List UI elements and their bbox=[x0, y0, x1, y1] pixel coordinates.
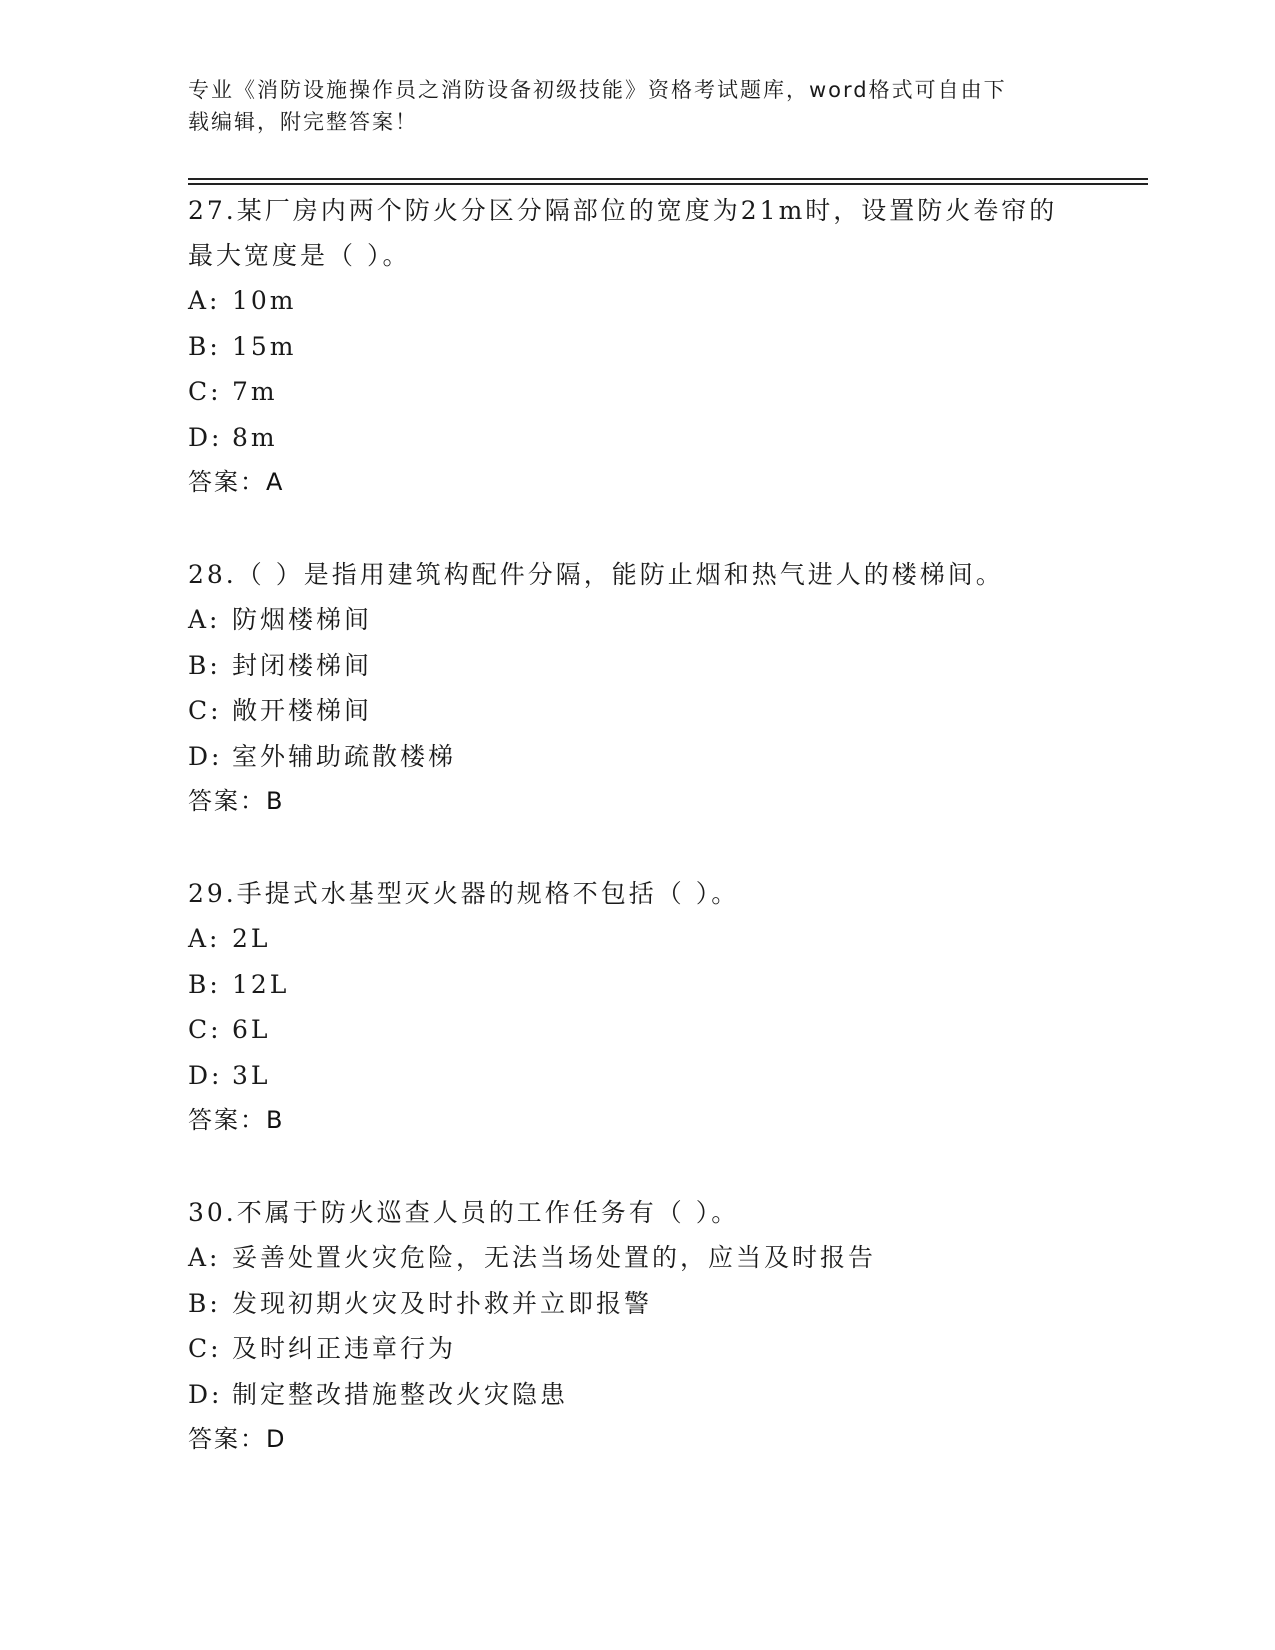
question-stem-line-1: 29.手提式水基型灭火器的规格不包括（ ）。 bbox=[188, 879, 740, 908]
option-b bbox=[188, 324, 1088, 370]
option-text: 2L bbox=[232, 924, 271, 953]
question-stem-line-1: 28.（ ）是指用建筑构配件分隔，能防止烟和热气进人的楼梯间。 bbox=[188, 560, 1004, 589]
option-key: C: bbox=[188, 1334, 222, 1363]
answer: 答案：B bbox=[188, 787, 285, 815]
option-text: 及时纠正违章行为 bbox=[232, 1334, 457, 1363]
option-text: 室外辅助疏散楼梯 bbox=[232, 741, 457, 771]
option-b bbox=[188, 962, 1088, 1008]
option-key: D: bbox=[188, 1379, 223, 1409]
question-27 bbox=[188, 188, 1088, 504]
option-key: B: bbox=[188, 331, 221, 361]
option-text: 7m bbox=[232, 377, 278, 406]
option-text: 封闭楼梯间 bbox=[232, 650, 373, 680]
option-text: 敞开楼梯间 bbox=[232, 696, 373, 725]
option-a bbox=[188, 597, 1088, 643]
option-a bbox=[188, 278, 1088, 324]
question-stem-line-2: 最大宽度是（ ）。 bbox=[188, 241, 411, 270]
option-a bbox=[188, 916, 1088, 962]
option-text: 3L bbox=[232, 1060, 271, 1090]
option-text: 制定整改措施整改火灾隐患 bbox=[232, 1379, 569, 1409]
option-text: 8m bbox=[232, 422, 278, 452]
option-text: 10m bbox=[232, 286, 297, 315]
option-key: C: bbox=[188, 1015, 222, 1044]
option-key: C: bbox=[188, 377, 222, 406]
option-key: A: bbox=[188, 1243, 221, 1272]
option-d bbox=[188, 415, 1088, 461]
option-text: 防烟楼梯间 bbox=[232, 605, 373, 634]
header-divider-bottom bbox=[188, 183, 1148, 185]
option-key: B: bbox=[188, 969, 221, 999]
question-stem-line-1: 27.某厂房内两个防火分区分隔部位的宽度为21m时，设置防火卷帘的 bbox=[188, 196, 1058, 225]
option-key: D: bbox=[188, 741, 223, 771]
option-a bbox=[188, 1235, 1088, 1281]
option-d bbox=[188, 734, 1088, 780]
option-key: B: bbox=[188, 1288, 221, 1318]
answer: 答案：A bbox=[188, 468, 285, 496]
option-c bbox=[188, 1007, 1088, 1053]
question-28 bbox=[188, 552, 1088, 823]
answer: 答案：B bbox=[188, 1106, 285, 1134]
option-key: A: bbox=[188, 605, 221, 634]
option-d bbox=[188, 1053, 1088, 1099]
option-key: A: bbox=[188, 924, 221, 953]
option-key: C: bbox=[188, 696, 222, 725]
option-c bbox=[188, 1326, 1088, 1372]
answer: 答案：D bbox=[188, 1425, 287, 1453]
question-30 bbox=[188, 1190, 1088, 1461]
option-b bbox=[188, 1281, 1088, 1327]
option-text: 6L bbox=[232, 1015, 271, 1044]
option-key: D: bbox=[188, 1060, 223, 1090]
question-29 bbox=[188, 871, 1088, 1142]
option-key: D: bbox=[188, 422, 223, 452]
header-line-1: 专业《消防设施操作员之消防设备初级技能》资格考试题库，word格式可自由下 bbox=[188, 78, 1007, 102]
option-text: 15m bbox=[232, 331, 297, 361]
option-text: 发现初期火灾及时扑救并立即报警 bbox=[232, 1288, 653, 1318]
document-header bbox=[188, 74, 1078, 138]
option-key: A: bbox=[188, 286, 221, 315]
option-c bbox=[188, 369, 1088, 415]
question-stem-line-1: 30.不属于防火巡查人员的工作任务有（ ）。 bbox=[188, 1198, 740, 1227]
header-divider-top bbox=[188, 178, 1148, 180]
option-b bbox=[188, 643, 1088, 689]
option-text: 12L bbox=[232, 969, 290, 999]
option-text: 妥善处置火灾危险，无法当场处置的，应当及时报告 bbox=[232, 1243, 877, 1272]
option-c bbox=[188, 688, 1088, 734]
option-d bbox=[188, 1372, 1088, 1418]
header-line-2: 载编辑，附完整答案！ bbox=[188, 110, 418, 134]
option-key: B: bbox=[188, 650, 221, 680]
